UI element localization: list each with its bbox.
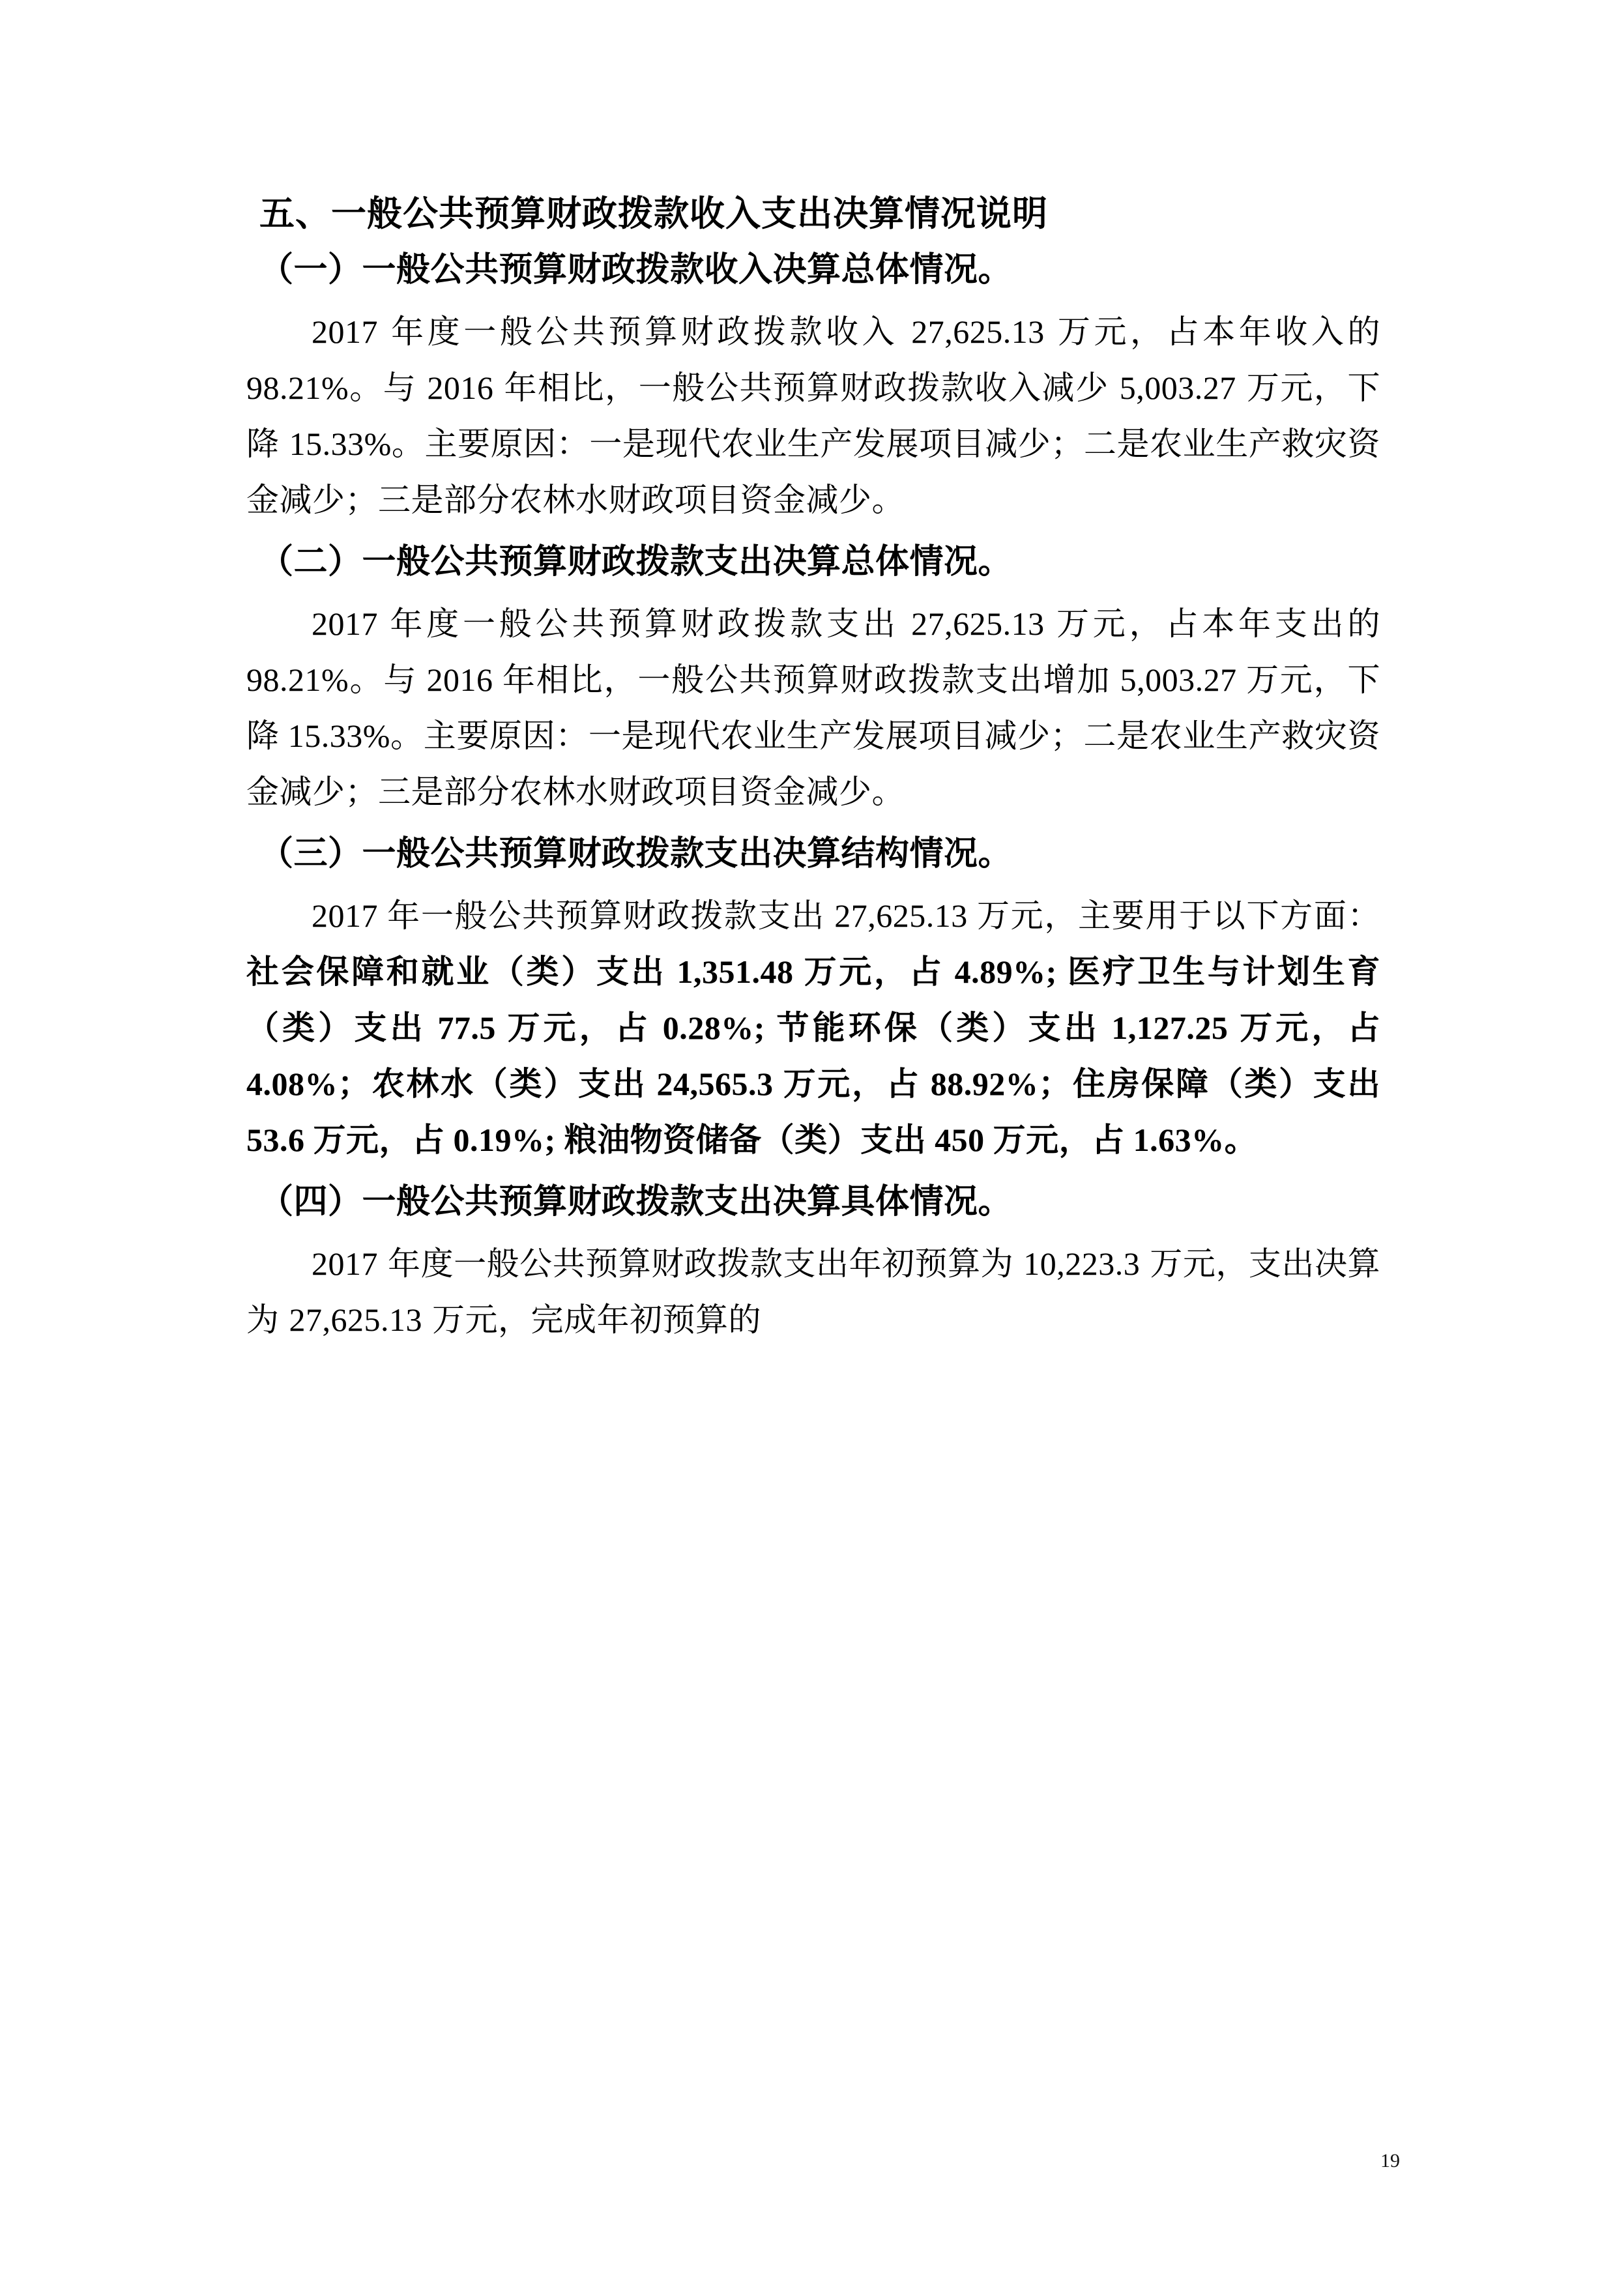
paragraph-3-detail: 社会保障和就业（类）支出 1,351.48 万元，占 4.89%; 医疗卫生与计划生育（类）支出 77.5 万元，占 0.28%; 节能环保（类）支出 1,127.25 万元，占 4.08%；农林水（类）支出 24,565.3 万元，占 88.92%；住房保障（类）支出 53.6 万元，占 0.19%; 粮油物资储备（类）支出 450 万元，占 1.63%。 [246, 953, 1380, 1158]
paragraph-2: 2017 年度一般公共预算财政拨款支出 27,625.13 万元，占本年支出的 98.21%。与 2016 年相比，一般公共预算财政拨款支出增加 5,003.27 万元，下降 15.33%。主要原因：一是现代农业生产发展项目减少；二是农业生产救灾资金减少；三是部分农林水财政项目资金减少。 [246, 605, 1380, 810]
page-content [246, 192, 1380, 1354]
subsection-4-title: （四）一般公共预算财政拨款支出决算具体情况。 [259, 1182, 1013, 1221]
page-number: 19 [1380, 2150, 1400, 2172]
section-heading: 五、一般公共预算财政拨款收入支出决算情况说明 [259, 192, 1048, 234]
paragraph-1: 2017 年度一般公共预算财政拨款收入 27,625.13 万元，占本年收入的 98.21%。与 2016 年相比，一般公共预算财政拨款收入减少 5,003.27 万元，下降 15.33%。主要原因：一是现代农业生产发展项目减少；二是农业生产救灾资金减少；三是部分农林水财政项目资金减少。 [246, 313, 1380, 518]
subsection-1-title: （一）一般公共预算财政拨款收入决算总体情况。 [259, 250, 1013, 289]
paragraph-4: 2017 年度一般公共预算财政拨款支出年初预算为 10,223.3 万元，支出决算为 27,625.13 万元，完成年初预算的 [246, 1245, 1380, 1338]
subsection-2-title: （二）一般公共预算财政拨款支出决算总体情况。 [259, 542, 1013, 581]
paragraph-3-lead: 2017 年一般公共预算财政拨款支出 27,625.13 万元，主要用于以下方面： [312, 897, 1380, 934]
paragraph-3 [246, 888, 1380, 1168]
subsection-3-title: （三）一般公共预算财政拨款支出决算结构情况。 [259, 834, 1013, 873]
